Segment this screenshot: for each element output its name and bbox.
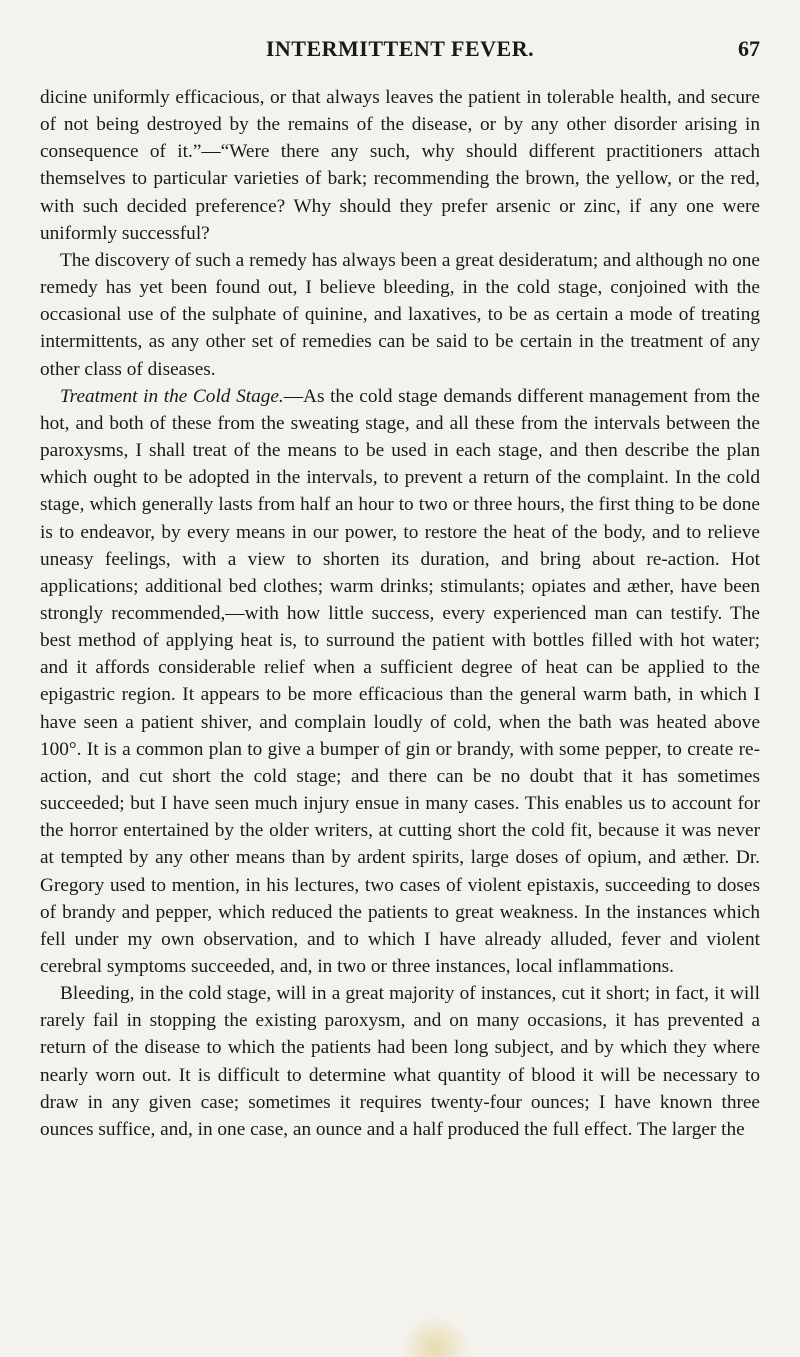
paragraph-desideratum <box>40 247 760 383</box>
body-text <box>40 84 760 1143</box>
paragraph-text: Bleeding, in the cold stage, will in a great majority of instances, cut it short; in fact, it will rarely fail in stopping the existing paroxysm, and on many occasions, it has prevented a return of the disease to which the patients had been long subject, and by which they where nearly worn out. It is difficult to determine what quantity of blood it will be necessary to draw in any given case; sometimes it requires twenty-four ounces; I have known three ounces suffice, and, in one case, an ounce and a half produced the full effect. The larger the <box>40 983 760 1140</box>
paragraph-bleeding <box>40 980 760 1143</box>
paragraph-cold-stage <box>40 383 760 980</box>
page-header <box>40 36 760 72</box>
section-run-in-heading: Treatment in the Cold Stage. <box>60 385 284 407</box>
paragraph-text: The discovery of such a remedy has always been a great desideratum; and although no one remedy has yet been found out, I believe bleeding, in the cold stage, conjoined with the occasional use of the sulphate of quinine, and laxatives, to be as certain a mode of treating intermittents, as any other set of remedies can be said to be certain in the treatment of any other class of diseases. <box>40 249 760 380</box>
page-number: 67 <box>738 36 760 61</box>
paragraph-text: dicine uniformly efficacious, or that always leaves the patient in tolerable health, and secure of not being destroyed by the remains of the disease, or by any other disorder arising in consequence of it.”—“Were there any such, why should different practitioners attach themselves to particular varieties of bark; recommending the brown, the yellow, or the red, with such decided preference? Why should they prefer arsenic or zinc, if any one were uniformly successful? <box>40 87 760 244</box>
running-head: INTERMITTENT FEVER. <box>265 36 535 61</box>
paragraph-text: —As the cold stage demands different management from the hot, and both of these from the sweating stage, and all these from the intervals between the paroxysms, I shall treat of the means to be used in each stage, and then describe the plan which ought to be adopted in the intervals, to prevent a return of the complaint. In the cold stage, which generally lasts from half an hour to two or three hours, the first thing to be done is to endeavor, by every means in our power, to restore the heat of the body, and to relieve uneasy feelings, with a view to shorten its duration, and bring about re-action. Hot applications; additional bed clothes; warm drinks; stimulants; opiates and æther, have been strongly recommended,—with how little success, every experienced man can testify. The best method of applying heat is, to surround the patient with bottles filled with hot water; and it affords considerable relief when a sufficient degree of heat can be applied to the epigastric region. It appears to be more efficacious than the general warm bath, in which I have seen a patient shiver, and complain loudly of cold, when the bath was heated above 100°. It is a common plan to give a bumper of gin or brandy, with some pepper, to create re-action, and cut short the cold stage; and there can be no doubt that it has sometimes succeeded; but I have seen much injury ensue in many cases. This enables us to account for the horror entertained by the older writers, at cutting short the cold fit, because it was never at tempted by any other means than by ardent spirits, large doses of opium, and æther. Dr. Gregory used to mention, in his lectures, two cases of violent epistaxis, succeeding to doses of brandy and pepper, which reduced the patients to great weakness. In the instances which fell under my own observation, and to which I have already alluded, fever and violent cerebral symptoms succeeded, and, in two or three instances, local inflammations. <box>40 385 760 977</box>
paper-stain <box>400 1315 470 1357</box>
paragraph-continuation <box>40 84 760 247</box>
